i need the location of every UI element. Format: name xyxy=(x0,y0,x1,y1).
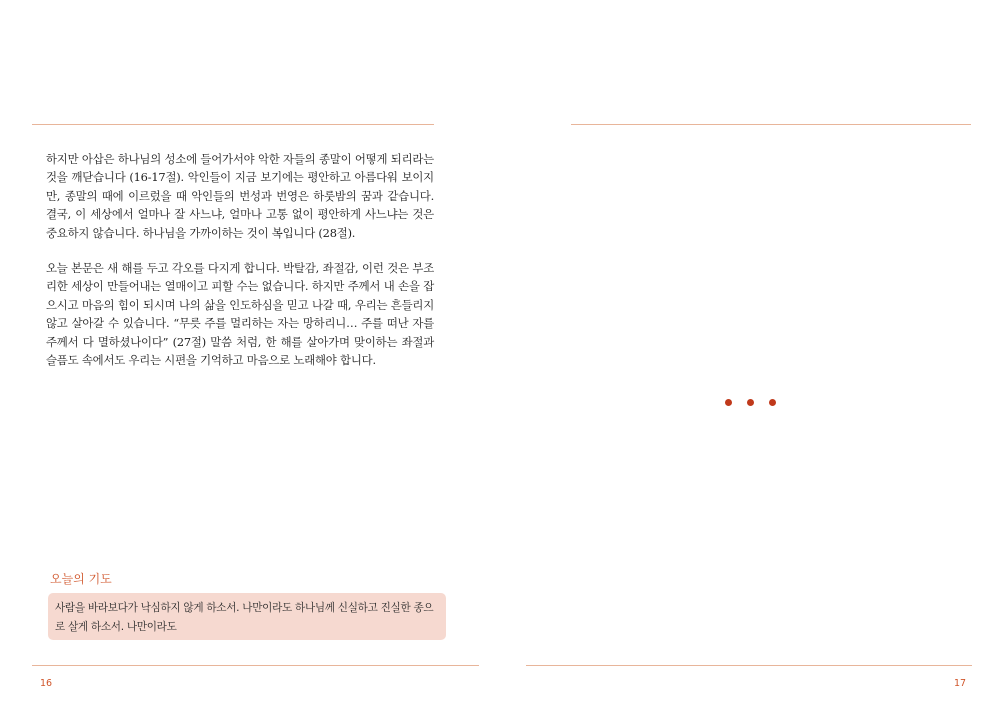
prayer-title: 오늘의 기도 xyxy=(50,572,112,586)
right-top-rule xyxy=(571,124,971,125)
left-bottom-rule xyxy=(32,665,479,666)
body-paragraph-2: 오늘 본문은 새 해를 두고 각오를 다지게 합니다. 박탈감, 좌절감, 이런 것은 부조리한 세상이 만들어내는 열매이고 피할 수는 없습니다. 하지만 주께서 내 손을 잡으시고 마음의 힘이 되시며 나의 삶을 인도하심을 믿고 나갈 때, 우리는 흔들리지 않고 살아갈 수 있습니다. “무릇 주를 멀리하는 자는 망하리니… 주를 떠난 자를 주께서 다 멸하셨나이다” (27절) 말씀 처럼, 한 해를 살아가며 맞이하는 좌절과 슬픔도 속에서도 우리는 시편을 기억하고 마음으로 노래해야 합니다. xyxy=(46,261,434,368)
page-number-right: 17 xyxy=(954,678,967,689)
ornament-dot xyxy=(747,399,754,406)
body-paragraph-1: 하지만 아삽은 하나님의 성소에 들어가서야 악한 자들의 종말이 어떻게 되리라는 것을 깨닫습니다 (16-17절). 악인들이 지금 보기에는 평안하고 아름다워 보이지만, 종말의 때에 이르렀을 때 악인들의 번성과 번영은 하룻밤의 꿈과 같습니다. 결국, 이 세상에서 얼마나 잘 사느냐, 얼마나 고통 없이 평안하게 사느냐는 것은 중요하지 않습니다. 하나님을 가까이하는 것이 복입니다 (28절). xyxy=(46,152,434,240)
right-bottom-rule xyxy=(526,665,972,666)
ornament-dots xyxy=(721,399,781,411)
page-number-left: 16 xyxy=(40,678,53,689)
prayer-box: 사람을 바라보다가 낙심하지 않게 하소서. 나만이라도 하나님께 신실하고 진실한 종으로 살게 하소서. 나만이라도 xyxy=(48,593,446,640)
ornament-dot xyxy=(725,399,732,406)
left-top-rule xyxy=(32,124,434,125)
ornament-dot xyxy=(769,399,776,406)
